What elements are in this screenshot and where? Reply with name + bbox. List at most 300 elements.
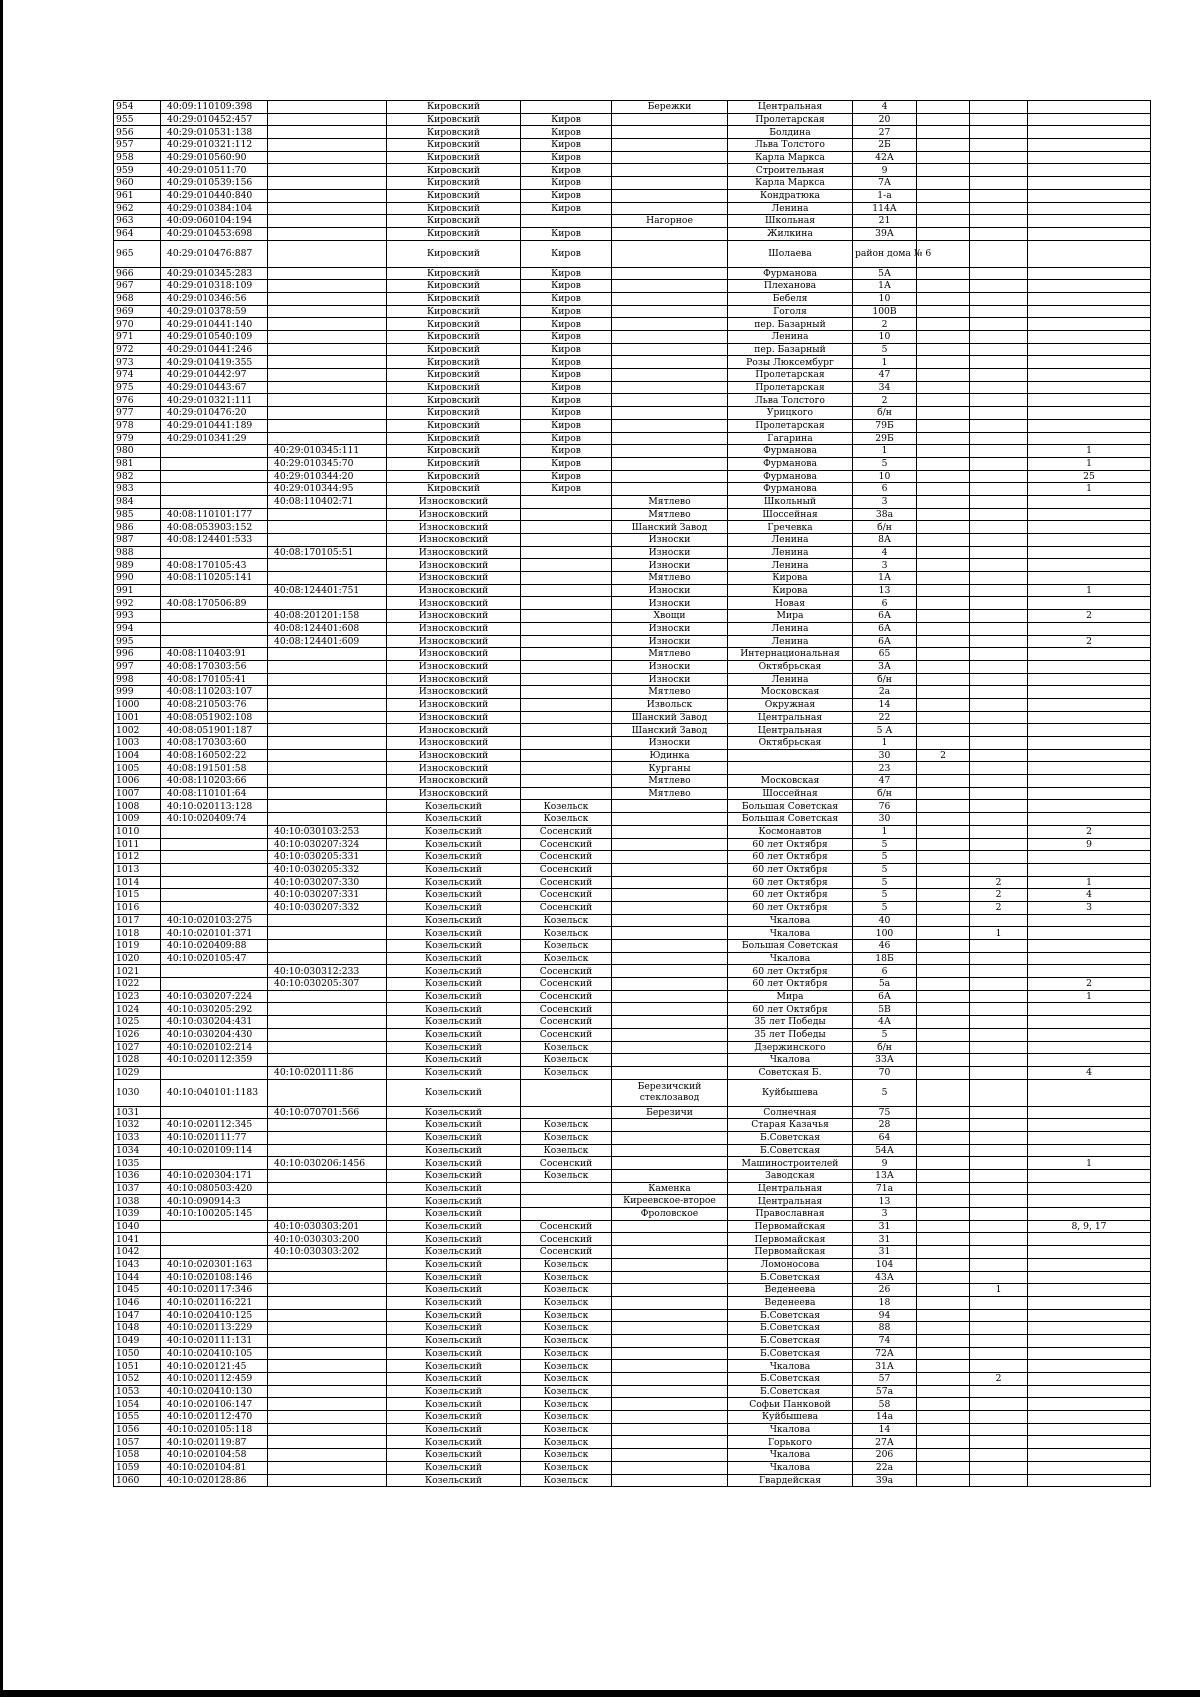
- cell-extra-col-2: [970, 280, 1028, 293]
- cell-row-number: 1055: [114, 1411, 161, 1424]
- cell-cadastral-number-building: [268, 952, 387, 965]
- cell-extra-col-1: [917, 1028, 970, 1041]
- cell-house-number: 65: [853, 648, 917, 661]
- cell-cadastral-number-land: 40:10:020104:58: [161, 1449, 268, 1462]
- cell-cadastral-number-building: 40:08:124401:608: [268, 622, 387, 635]
- cell-street: Гречевка: [728, 521, 853, 534]
- cell-city: Сосенский: [521, 825, 612, 838]
- cell-cadastral-number-land: 40:10:030207:224: [161, 990, 268, 1003]
- table-row: [114, 914, 1151, 927]
- cell-extra-col-1: [917, 1258, 970, 1271]
- cell-extra-col-1: [917, 673, 970, 686]
- cell-extra-col-2: [970, 343, 1028, 356]
- cell-cadastral-number-building: [268, 240, 387, 267]
- cell-house-number: 9: [853, 1157, 917, 1170]
- cell-street: Ленина: [728, 673, 853, 686]
- table-row: [114, 126, 1151, 139]
- cell-apartment-number: [1028, 381, 1151, 394]
- cell-cadastral-number-building: 40:10:030207:330: [268, 876, 387, 889]
- cell-street: Б.Советская: [728, 1309, 853, 1322]
- cell-district: Кировский: [387, 381, 521, 394]
- cell-city: Козельск: [521, 914, 612, 927]
- cell-house-number: 29Б: [853, 432, 917, 445]
- cell-street: 60 лет Октября: [728, 851, 853, 864]
- cell-house-number: 31: [853, 1220, 917, 1233]
- cell-cadastral-number-building: [268, 787, 387, 800]
- cell-settlement: [612, 825, 728, 838]
- cell-district: Козельский: [387, 813, 521, 826]
- cell-extra-col-2: [970, 202, 1028, 215]
- cell-row-number: 967: [114, 280, 161, 293]
- cell-city: [521, 724, 612, 737]
- cell-apartment-number: [1028, 1079, 1151, 1106]
- cell-house-number: 2а: [853, 686, 917, 699]
- cell-cadastral-number-land: [161, 1066, 268, 1079]
- cell-street: пер. Базарный: [728, 318, 853, 331]
- cell-city: Козельск: [521, 1334, 612, 1347]
- cell-settlement: [612, 445, 728, 458]
- cell-district: Козельский: [387, 1028, 521, 1041]
- cell-cadastral-number-land: 40:29:010419:355: [161, 356, 268, 369]
- cell-extra-col-2: [970, 1041, 1028, 1054]
- cell-district: Козельский: [387, 1182, 521, 1195]
- cell-settlement: Мятлево: [612, 508, 728, 521]
- cell-row-number: 981: [114, 457, 161, 470]
- cell-cadastral-number-building: [268, 1449, 387, 1462]
- table-row: [114, 1474, 1151, 1487]
- cell-district: Износковский: [387, 711, 521, 724]
- table-row: [114, 927, 1151, 940]
- cell-settlement: [612, 889, 728, 902]
- cell-house-number: 5: [853, 1079, 917, 1106]
- cell-settlement: Хвощи: [612, 610, 728, 623]
- cell-row-number: 1002: [114, 724, 161, 737]
- cell-street: Чкалова: [728, 1461, 853, 1474]
- cell-apartment-number: [1028, 914, 1151, 927]
- cell-apartment-number: [1028, 597, 1151, 610]
- cell-district: Козельский: [387, 1449, 521, 1462]
- cell-settlement: Киреевское-второе: [612, 1195, 728, 1208]
- table-row: [114, 1322, 1151, 1335]
- cell-street: Ленина: [728, 534, 853, 547]
- cell-apartment-number: 25: [1028, 470, 1151, 483]
- cell-cadastral-number-building: [268, 1373, 387, 1386]
- table-row: [114, 673, 1151, 686]
- cell-settlement: Износки: [612, 660, 728, 673]
- cell-house-number: 1: [853, 356, 917, 369]
- cell-row-number: 971: [114, 331, 161, 344]
- cell-city: Козельск: [521, 1296, 612, 1309]
- cell-house-number: 6А: [853, 635, 917, 648]
- cell-cadastral-number-land: 40:29:010560:90: [161, 151, 268, 164]
- cell-district: Кировский: [387, 483, 521, 496]
- cell-apartment-number: 8, 9, 17: [1028, 1220, 1151, 1233]
- cell-cadastral-number-building: 40:10:030205:307: [268, 978, 387, 991]
- cell-city: Козельск: [521, 1271, 612, 1284]
- cell-cadastral-number-land: 40:10:100205:145: [161, 1208, 268, 1221]
- cell-apartment-number: [1028, 940, 1151, 953]
- cell-city: [521, 775, 612, 788]
- cell-house-number: б/н: [853, 521, 917, 534]
- cell-settlement: Нагорное: [612, 215, 728, 228]
- cell-district: Козельский: [387, 1233, 521, 1246]
- cell-street: Первомайская: [728, 1220, 853, 1233]
- cell-cadastral-number-building: [268, 356, 387, 369]
- table-row: [114, 1106, 1151, 1119]
- cell-street: Машиностроителей: [728, 1157, 853, 1170]
- cell-house-number: 5: [853, 901, 917, 914]
- cell-row-number: 1012: [114, 851, 161, 864]
- cell-district: Кировский: [387, 394, 521, 407]
- table-row: [114, 952, 1151, 965]
- cell-extra-col-2: [970, 1398, 1028, 1411]
- cell-apartment-number: [1028, 215, 1151, 228]
- table-row: [114, 546, 1151, 559]
- cell-district: Износковский: [387, 698, 521, 711]
- cell-house-number: 74: [853, 1334, 917, 1347]
- cell-settlement: [612, 1170, 728, 1183]
- cell-extra-col-1: [917, 901, 970, 914]
- cell-district: Кировский: [387, 305, 521, 318]
- cell-apartment-number: [1028, 1195, 1151, 1208]
- cell-extra-col-1: [917, 1106, 970, 1119]
- cell-house-number: 23: [853, 762, 917, 775]
- table-row: [114, 1220, 1151, 1233]
- cell-city: Киров: [521, 369, 612, 382]
- cell-extra-col-1: [917, 635, 970, 648]
- cell-district: Кировский: [387, 151, 521, 164]
- cell-cadastral-number-land: 40:29:010531:138: [161, 126, 268, 139]
- cell-city: Сосенский: [521, 1233, 612, 1246]
- cell-apartment-number: [1028, 686, 1151, 699]
- cell-district: Козельский: [387, 1296, 521, 1309]
- cell-district: Козельский: [387, 965, 521, 978]
- cell-extra-col-2: [970, 1411, 1028, 1424]
- table-row: [114, 151, 1151, 164]
- cell-district: Козельский: [387, 1436, 521, 1449]
- cell-extra-col-1: [917, 1157, 970, 1170]
- cell-house-number: 7А: [853, 177, 917, 190]
- cell-house-number: 9: [853, 164, 917, 177]
- table-row: [114, 1131, 1151, 1144]
- cell-street: Льва Толстого: [728, 139, 853, 152]
- cell-apartment-number: [1028, 762, 1151, 775]
- table-row: [114, 1016, 1151, 1029]
- cell-settlement: [612, 851, 728, 864]
- cell-settlement: [612, 292, 728, 305]
- cell-extra-col-2: [970, 1436, 1028, 1449]
- cell-apartment-number: [1028, 1054, 1151, 1067]
- table-row: [114, 1436, 1151, 1449]
- cell-apartment-number: [1028, 1246, 1151, 1259]
- cell-apartment-number: [1028, 1003, 1151, 1016]
- cell-apartment-number: [1028, 1119, 1151, 1132]
- cell-apartment-number: [1028, 863, 1151, 876]
- cell-apartment-number: [1028, 1271, 1151, 1284]
- cell-extra-col-1: [917, 1296, 970, 1309]
- cell-cadastral-number-land: [161, 1220, 268, 1233]
- cell-apartment-number: [1028, 305, 1151, 318]
- cell-street: Кондратюка: [728, 189, 853, 202]
- cell-street: Солнечная: [728, 1106, 853, 1119]
- cell-row-number: 990: [114, 572, 161, 585]
- cell-settlement: [612, 1334, 728, 1347]
- cell-cadastral-number-building: [268, 559, 387, 572]
- cell-city: Козельск: [521, 1436, 612, 1449]
- table-row: [114, 584, 1151, 597]
- cell-city: [521, 711, 612, 724]
- cell-apartment-number: [1028, 737, 1151, 750]
- cell-cadastral-number-land: [161, 863, 268, 876]
- cell-cadastral-number-land: 40:29:010441:189: [161, 419, 268, 432]
- cell-street: Карла Маркса: [728, 177, 853, 190]
- cell-cadastral-number-building: [268, 1322, 387, 1335]
- cell-apartment-number: [1028, 711, 1151, 724]
- cell-apartment-number: [1028, 101, 1151, 114]
- cell-cadastral-number-land: 40:08:170303:56: [161, 660, 268, 673]
- cell-house-number: 1А: [853, 280, 917, 293]
- cell-street: Б.Советская: [728, 1385, 853, 1398]
- cell-cadastral-number-building: 40:10:070701:566: [268, 1106, 387, 1119]
- cell-district: Козельский: [387, 1322, 521, 1335]
- cell-row-number: 999: [114, 686, 161, 699]
- cell-apartment-number: [1028, 787, 1151, 800]
- cell-cadastral-number-building: [268, 1054, 387, 1067]
- cell-extra-col-2: [970, 978, 1028, 991]
- cell-city: Сосенский: [521, 863, 612, 876]
- cell-extra-col-2: [970, 164, 1028, 177]
- cell-street: Ленина: [728, 635, 853, 648]
- cell-row-number: 1018: [114, 927, 161, 940]
- table-row: [114, 711, 1151, 724]
- cell-extra-col-1: [917, 280, 970, 293]
- table-row: [114, 1284, 1151, 1297]
- cell-street: 60 лет Октября: [728, 1003, 853, 1016]
- cell-house-number: 104: [853, 1258, 917, 1271]
- cell-extra-col-1: [917, 686, 970, 699]
- cell-cadastral-number-building: 40:10:020111:86: [268, 1066, 387, 1079]
- cell-apartment-number: [1028, 1131, 1151, 1144]
- cell-apartment-number: [1028, 813, 1151, 826]
- cell-extra-col-1: [917, 1246, 970, 1259]
- cell-cadastral-number-land: 40:10:030204:430: [161, 1028, 268, 1041]
- cell-apartment-number: [1028, 534, 1151, 547]
- cell-city: [521, 635, 612, 648]
- table-row: [114, 1385, 1151, 1398]
- cell-row-number: 1054: [114, 1398, 161, 1411]
- cell-cadastral-number-land: 40:09:110109:398: [161, 101, 268, 114]
- cell-extra-col-2: [970, 126, 1028, 139]
- cell-cadastral-number-land: 40:29:010476:887: [161, 240, 268, 267]
- cell-extra-col-1: [917, 356, 970, 369]
- table-row: [114, 305, 1151, 318]
- cell-city: [521, 622, 612, 635]
- cell-extra-col-2: [970, 101, 1028, 114]
- cell-row-number: 969: [114, 305, 161, 318]
- cell-extra-col-1: [917, 1461, 970, 1474]
- cell-apartment-number: 4: [1028, 1066, 1151, 1079]
- cell-street: Гоголя: [728, 305, 853, 318]
- scan-edge-left: [0, 0, 3, 1697]
- cell-cadastral-number-land: [161, 1233, 268, 1246]
- cell-settlement: Извольск: [612, 698, 728, 711]
- cell-cadastral-number-land: [161, 610, 268, 623]
- cell-city: Козельск: [521, 1461, 612, 1474]
- cell-house-number: 54А: [853, 1144, 917, 1157]
- cell-extra-col-2: [970, 1144, 1028, 1157]
- cell-cadastral-number-building: 40:10:030303:200: [268, 1233, 387, 1246]
- table-row: [114, 1233, 1151, 1246]
- cell-district: Козельский: [387, 978, 521, 991]
- cell-settlement: Шанский Завод: [612, 711, 728, 724]
- cell-district: Износковский: [387, 749, 521, 762]
- cell-cadastral-number-land: 40:10:020101:371: [161, 927, 268, 940]
- cell-cadastral-number-building: [268, 1411, 387, 1424]
- cell-extra-col-1: [917, 940, 970, 953]
- cell-row-number: 1009: [114, 813, 161, 826]
- cell-row-number: 977: [114, 407, 161, 420]
- cell-extra-col-1: [917, 762, 970, 775]
- cell-extra-col-2: [970, 965, 1028, 978]
- cell-street: Чкалова: [728, 1054, 853, 1067]
- cell-extra-col-2: [970, 610, 1028, 623]
- cell-extra-col-1: [917, 1233, 970, 1246]
- cell-extra-col-2: [970, 1449, 1028, 1462]
- cell-extra-col-2: [970, 1271, 1028, 1284]
- cell-house-number: 39а: [853, 1474, 917, 1487]
- cell-extra-col-2: [970, 292, 1028, 305]
- cell-settlement: [612, 1411, 728, 1424]
- cell-district: Козельский: [387, 825, 521, 838]
- table-row: [114, 1334, 1151, 1347]
- table-row: [114, 331, 1151, 344]
- table-row: [114, 139, 1151, 152]
- cell-extra-col-2: [970, 1066, 1028, 1079]
- cell-house-number: 2: [853, 394, 917, 407]
- cell-cadastral-number-land: 40:08:170506:89: [161, 597, 268, 610]
- cell-city: Киров: [521, 164, 612, 177]
- cell-cadastral-number-land: 40:08:170303:60: [161, 737, 268, 750]
- cell-city: Сосенский: [521, 978, 612, 991]
- cell-row-number: 1023: [114, 990, 161, 1003]
- cell-extra-col-1: [917, 1016, 970, 1029]
- cell-cadastral-number-land: 40:10:020105:47: [161, 952, 268, 965]
- cell-extra-col-2: [970, 432, 1028, 445]
- cell-row-number: 966: [114, 267, 161, 280]
- table-row: [114, 1182, 1151, 1195]
- cell-district: Износковский: [387, 724, 521, 737]
- cell-city: Козельск: [521, 1170, 612, 1183]
- cell-extra-col-1: [917, 318, 970, 331]
- cell-cadastral-number-building: [268, 1309, 387, 1322]
- cell-extra-col-1: [917, 622, 970, 635]
- cell-cadastral-number-land: 40:10:080503:420: [161, 1182, 268, 1195]
- cell-city: Киров: [521, 151, 612, 164]
- cell-cadastral-number-land: 40:10:020111:77: [161, 1131, 268, 1144]
- cell-settlement: [612, 1157, 728, 1170]
- cell-extra-col-1: [917, 1003, 970, 1016]
- cell-street: Розы Люксембург: [728, 356, 853, 369]
- cell-settlement: [612, 1003, 728, 1016]
- table-row: [114, 749, 1151, 762]
- cell-apartment-number: 2: [1028, 635, 1151, 648]
- cell-settlement: [612, 240, 728, 267]
- cell-district: Износковский: [387, 610, 521, 623]
- cell-street: 60 лет Октября: [728, 838, 853, 851]
- cell-row-number: 1001: [114, 711, 161, 724]
- cell-district: Козельский: [387, 1157, 521, 1170]
- cell-apartment-number: [1028, 1436, 1151, 1449]
- cell-apartment-number: [1028, 622, 1151, 635]
- cell-district: Козельский: [387, 1066, 521, 1079]
- cell-extra-col-1: [917, 139, 970, 152]
- cell-cadastral-number-building: 40:29:010344:20: [268, 470, 387, 483]
- cell-district: Износковский: [387, 787, 521, 800]
- cell-extra-col-1: [917, 711, 970, 724]
- cell-city: [521, 673, 612, 686]
- cell-row-number: 1020: [114, 952, 161, 965]
- cell-apartment-number: [1028, 1347, 1151, 1360]
- cell-apartment-number: [1028, 1411, 1151, 1424]
- cell-extra-col-1: [917, 1449, 970, 1462]
- cell-row-number: 1015: [114, 889, 161, 902]
- cell-apartment-number: [1028, 1423, 1151, 1436]
- cell-district: Кировский: [387, 280, 521, 293]
- cell-extra-col-1: [917, 1347, 970, 1360]
- table-row: [114, 559, 1151, 572]
- cell-street: Кирова: [728, 572, 853, 585]
- cell-cadastral-number-building: [268, 1474, 387, 1487]
- cell-apartment-number: [1028, 151, 1151, 164]
- cell-cadastral-number-building: [268, 331, 387, 344]
- cell-house-number: 47: [853, 775, 917, 788]
- cell-row-number: 964: [114, 227, 161, 240]
- cell-settlement: [612, 863, 728, 876]
- cell-street: Центральная: [728, 724, 853, 737]
- cell-settlement: Износки: [612, 635, 728, 648]
- cell-street: Центральная: [728, 101, 853, 114]
- cell-house-number: 22: [853, 711, 917, 724]
- cell-district: Кировский: [387, 267, 521, 280]
- cell-street: 60 лет Октября: [728, 978, 853, 991]
- cell-street: [728, 762, 853, 775]
- table-row: [114, 356, 1151, 369]
- cell-extra-col-2: [970, 407, 1028, 420]
- cell-apartment-number: [1028, 139, 1151, 152]
- cell-row-number: 955: [114, 113, 161, 126]
- cell-row-number: 1035: [114, 1157, 161, 1170]
- table-row: [114, 901, 1151, 914]
- cell-apartment-number: [1028, 1334, 1151, 1347]
- cell-row-number: 1006: [114, 775, 161, 788]
- cell-street: Б.Советская: [728, 1271, 853, 1284]
- cell-district: Износковский: [387, 597, 521, 610]
- cell-row-number: 974: [114, 369, 161, 382]
- cell-apartment-number: [1028, 267, 1151, 280]
- cell-extra-col-2: [970, 177, 1028, 190]
- cell-extra-col-1: [917, 534, 970, 547]
- cell-settlement: [612, 126, 728, 139]
- cell-city: Киров: [521, 292, 612, 305]
- cell-house-number: 206: [853, 1449, 917, 1462]
- cell-city: Козельск: [521, 1360, 612, 1373]
- cell-cadastral-number-land: 40:29:010453:698: [161, 227, 268, 240]
- cell-cadastral-number-land: [161, 965, 268, 978]
- cell-row-number: 979: [114, 432, 161, 445]
- cell-extra-col-1: [917, 1054, 970, 1067]
- cell-settlement: [612, 1016, 728, 1029]
- cell-extra-col-1: [917, 227, 970, 240]
